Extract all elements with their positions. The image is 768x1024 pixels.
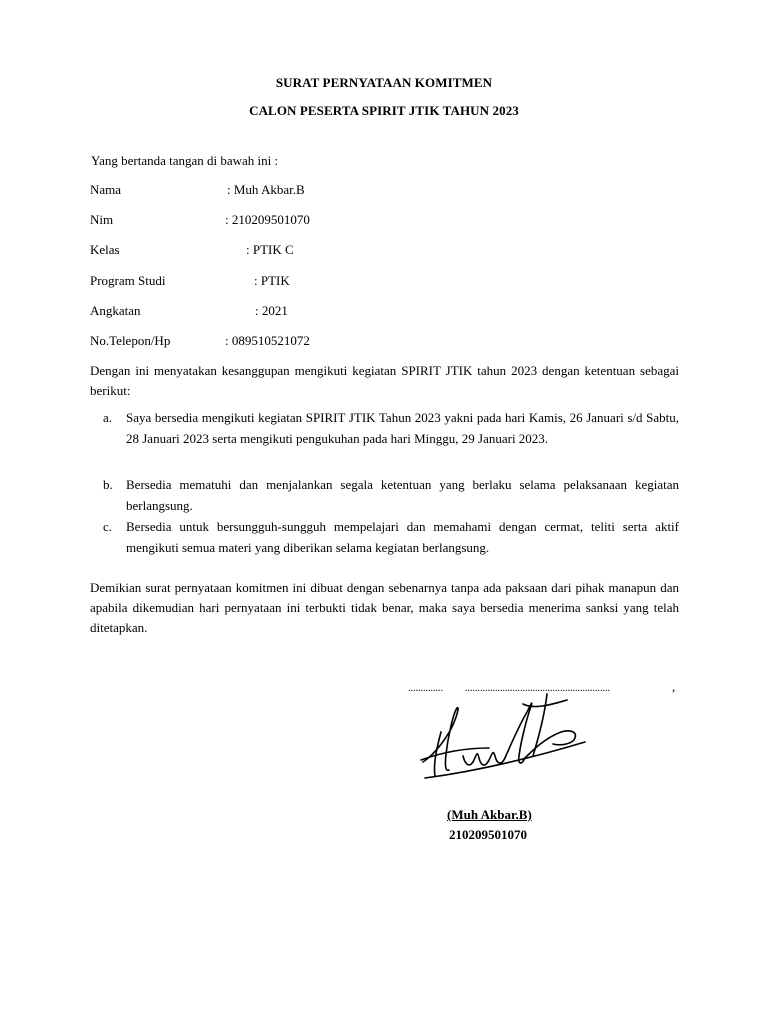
program-label: Program Studi xyxy=(90,273,166,288)
nim-value: : 210209501070 xyxy=(225,212,310,227)
list-marker: b. xyxy=(103,477,113,492)
signatory-id: 210209501070 xyxy=(449,827,527,842)
signature-image xyxy=(415,692,590,797)
place-dots: .............. xyxy=(408,683,443,694)
intro-text: Yang bertanda tangan di bawah ini : xyxy=(91,153,279,168)
date-comma: , xyxy=(672,679,676,694)
list-item-text: Saya bersedia mengikuti kegiatan SPIRIT JTIK Tahun 2023 yakni pada hari Kamis, 26 Januari s/d Sabtu, 28 Januari 2023 serta mengikuti pengukuhan pada hari Minggu, 29 Januari 2023. xyxy=(126,410,679,446)
signatory-name: (Muh Akbar.B) xyxy=(447,807,532,822)
program-value: : PTIK xyxy=(254,273,290,288)
list-marker: a. xyxy=(103,410,113,425)
phone-value: : 089510521072 xyxy=(225,333,310,348)
nim-label: Nim xyxy=(90,212,114,227)
list-item-text: Bersedia mematuhi dan menjalankan segala ketentuan yang berlaku selama pelaksanaan kegiatan berlangsung. xyxy=(126,477,679,513)
document-title: SURAT PERNYATAAN KOMITMEN xyxy=(275,75,493,90)
statement-paragraph: Dengan ini menyatakan kesanggupan mengikuti kegiatan SPIRIT JTIK tahun 2023 dengan ketentuan sebagai berikut: xyxy=(90,363,679,398)
kelas-value: : PTIK C xyxy=(246,242,294,257)
name-value: : Muh Akbar.B xyxy=(227,182,305,197)
closing-paragraph: Demikian surat pernyataan komitmen ini dibuat dengan sebenarnya tanpa ada paksaan dari pihak manapun dan apabila dikemudian hari pernyataan ini terbukti tidak benar, maka saya bersedia menerima sanksi yang telah ditetapkan. xyxy=(90,580,679,635)
date-dots: .......................................................... xyxy=(465,683,610,694)
angkatan-value: : 2021 xyxy=(255,303,288,318)
list-item-text: Bersedia untuk bersungguh-sungguh mempelajari dan memahami dengan cermat, teliti serta aktif mengikuti semua materi yang diberikan selama kegiatan berlangsung. xyxy=(126,519,679,555)
list-marker: c. xyxy=(103,519,113,534)
angkatan-label: Angkatan xyxy=(90,303,141,318)
phone-label: No.Telepon/Hp xyxy=(90,333,171,348)
document-subtitle: CALON PESERTA SPIRIT JTIK TAHUN 2023 xyxy=(249,103,519,118)
kelas-label: Kelas xyxy=(90,242,120,257)
name-label: Nama xyxy=(90,182,122,197)
